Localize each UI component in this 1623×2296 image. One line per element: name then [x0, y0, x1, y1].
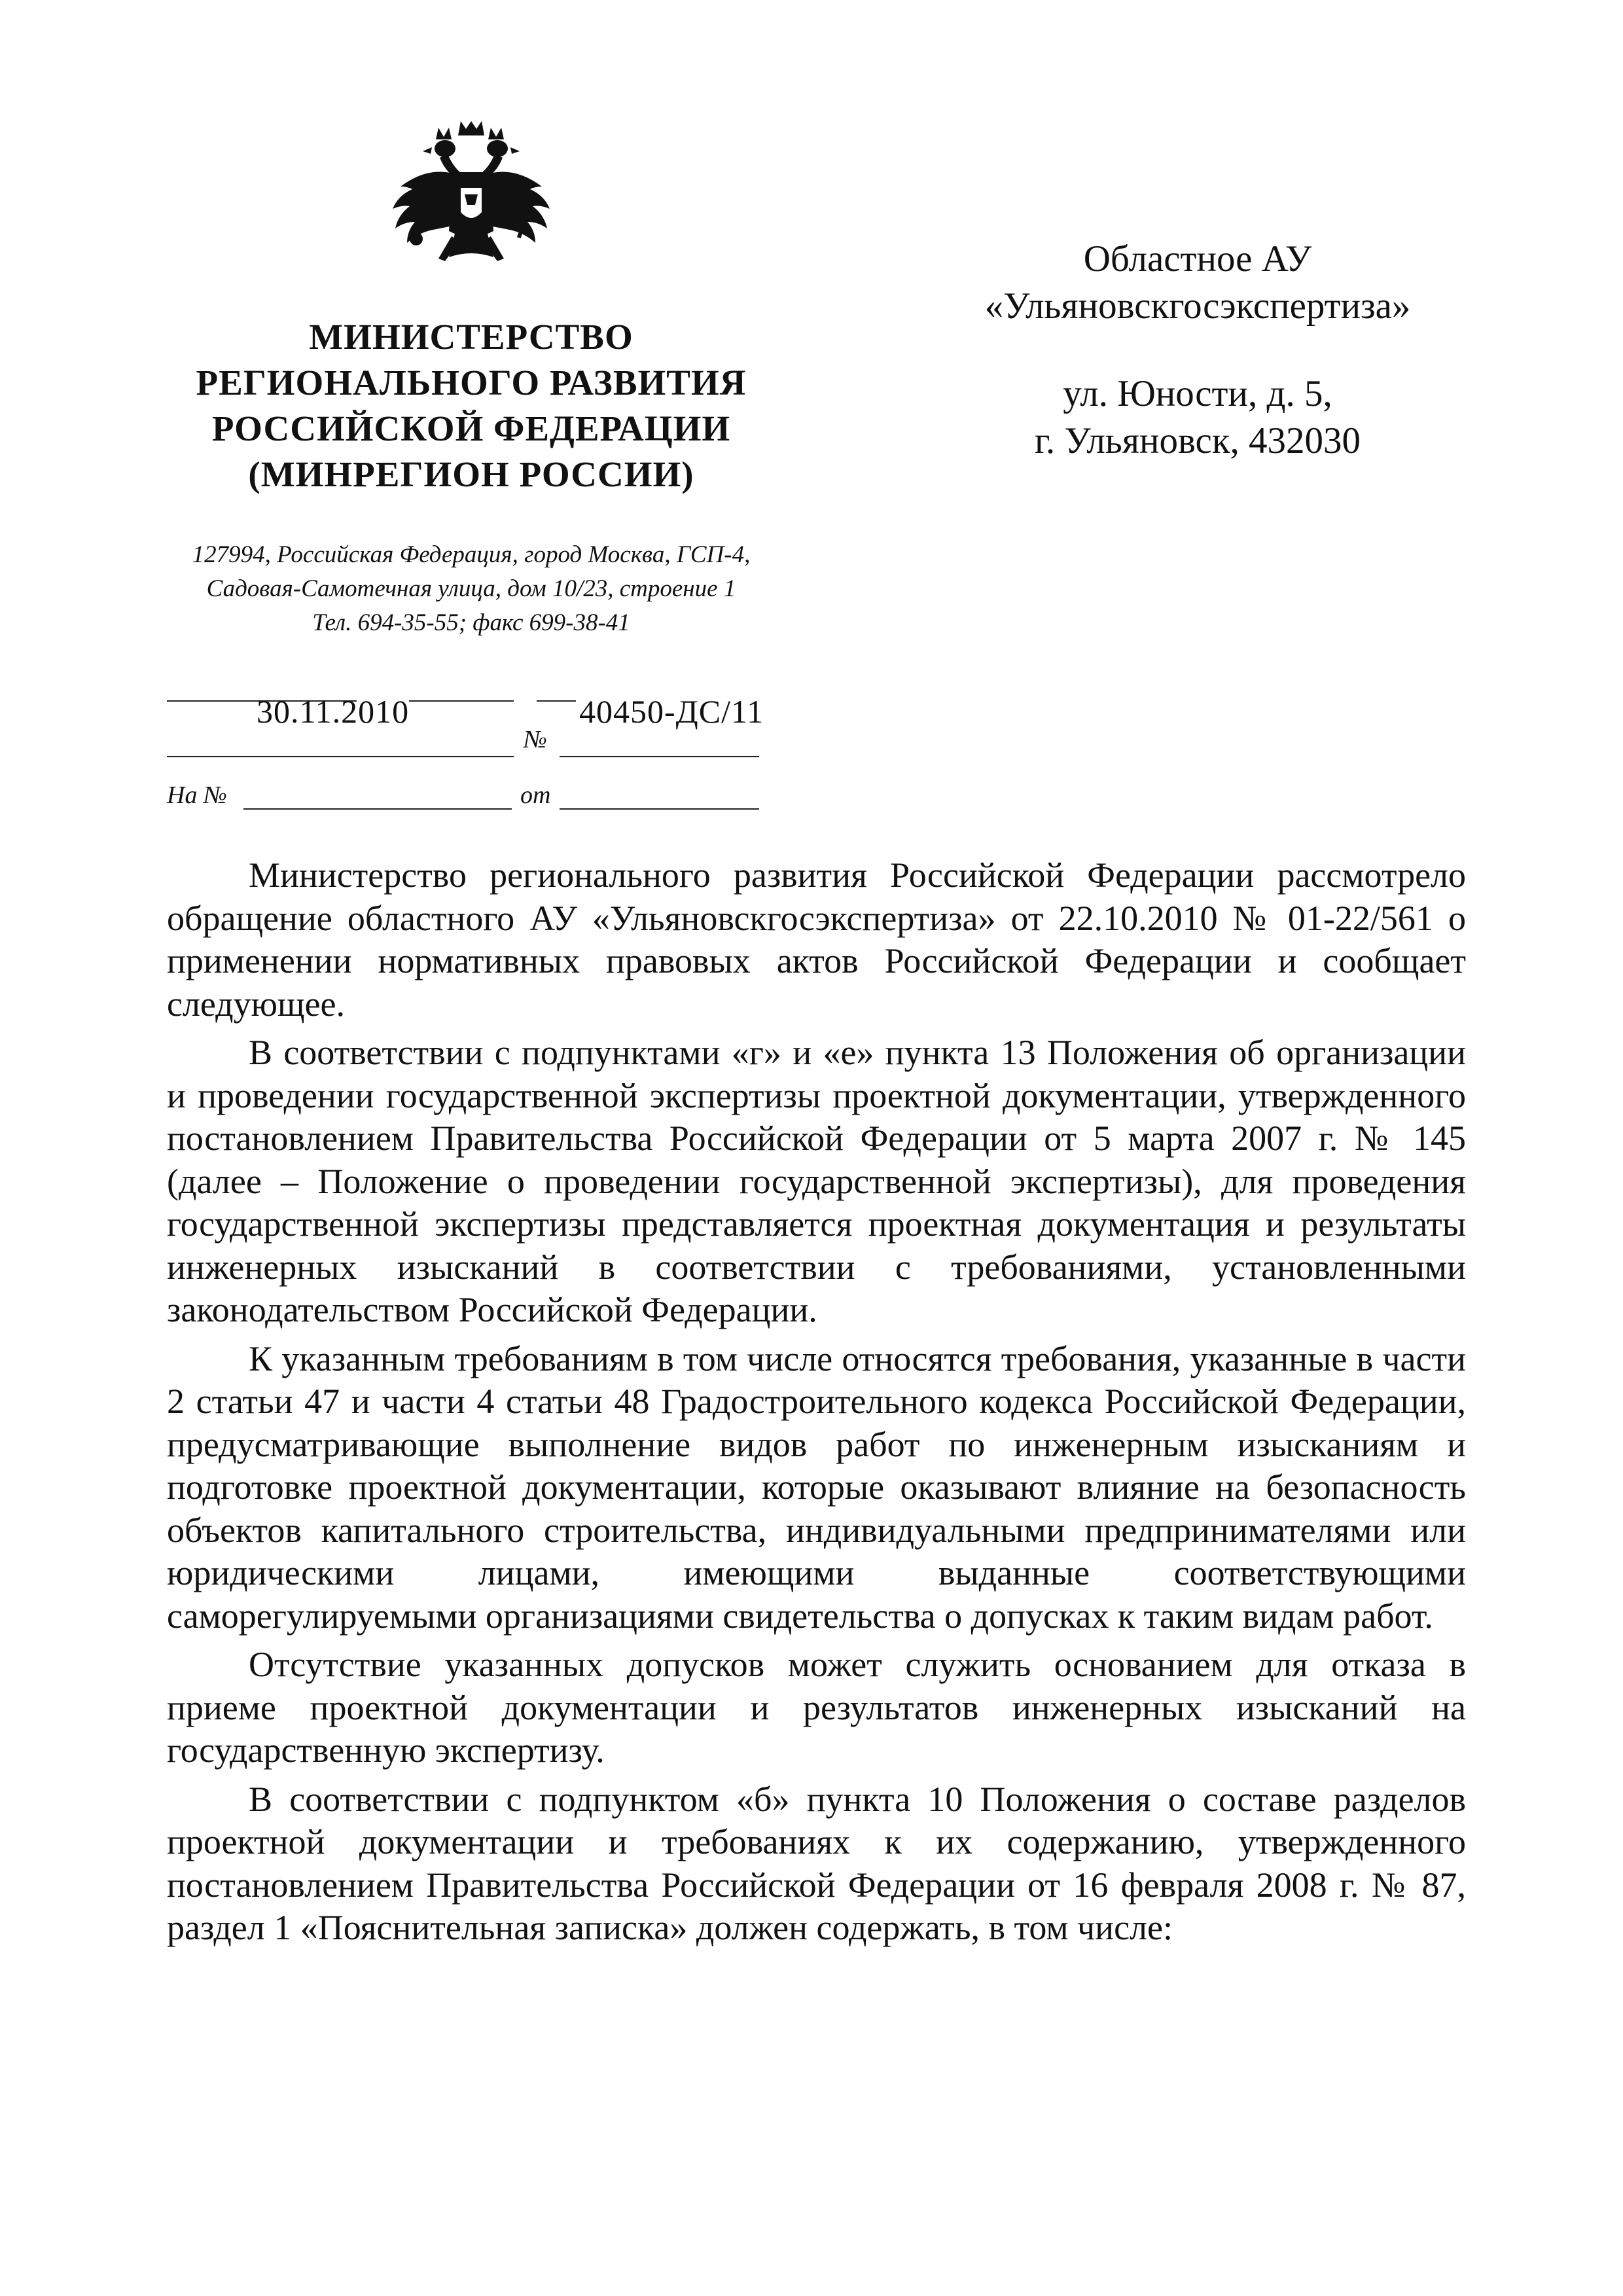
- ministry-name-line-4: (МИНРЕГИОН РОССИИ): [248, 454, 694, 494]
- reply-date-underline: [560, 808, 759, 810]
- date-underline: [167, 756, 514, 757]
- ministry-address-line-1: 127994, Российская Федерация, город Москва, ГСП-4,: [192, 541, 751, 568]
- recipient-address-line-1: ул. Юности, д. 5,: [1063, 373, 1332, 414]
- ministry-address-block: [131, 538, 812, 640]
- ministry-name-line-2: РЕГИОНАЛЬНОГО РАЗВИТИЯ: [196, 363, 747, 403]
- number-overline: [537, 700, 576, 702]
- date-overline-right: [409, 700, 514, 702]
- ministry-name-block: [131, 314, 812, 497]
- body-paragraph-2: В соответствии с подпунктами «г» и «е» пункта 13 Положения об организации и проведении государственной экспертизы проектной документации, утвержденного постановлением Правительства Российской Федерации от 5 марта 2007 г. № 145 (далее – Положение о проведении государственной экспертизы), для проведения государственной экспертизы представляется проектная документация и результаты инженерных изысканий в соответствии с требованиями, установленными законодательством Российской Федерации.: [167, 1033, 1466, 1329]
- registration-number: 40450-ДС/11: [579, 693, 764, 730]
- letter-body: [167, 854, 1466, 1956]
- reply-number-underline: [243, 808, 512, 810]
- double-headed-eagle-emblem-icon: [393, 121, 550, 285]
- reply-from-label: от: [520, 781, 551, 809]
- body-paragraph-5: В соответствии с подпунктом «б» пункта 10 Положения о составе разделов проектной документации и требованиях к их содержанию, утвержденного постановлением Правительства Российской Федерации от 16 февраля 2008 г. № 87, раздел 1 «Пояснительная записка» должен содержать, в том числе:: [167, 1779, 1466, 1947]
- number-underline: [560, 756, 759, 757]
- ministry-name-line-1: МИНИСТЕРСТВО: [309, 317, 633, 357]
- recipient-org-line-1: Областное АУ: [1083, 238, 1312, 279]
- recipient-block: [903, 236, 1492, 465]
- ministry-address-line-2: Садовая-Самотечная улица, дом 10/23, строение 1: [206, 575, 736, 602]
- recipient-address-line-2: г. Ульяновск, 432030: [1034, 420, 1361, 461]
- reply-number-label: На №: [167, 781, 227, 809]
- ministry-name-line-3: РОССИЙСКОЙ ФЕДЕРАЦИИ: [211, 408, 731, 448]
- body-paragraph-3: К указанным требованиям в том числе относятся требования, указанные в части 2 статьи 47 и части 4 статьи 48 Градостроительного кодекса Российской Федерации, предусматривающие выполнение видов работ по инженерным изысканиям и подготовке проектной документации, которые оказывают влияние на безопасность объектов капитального строительства, индивидуальными предпринимателями или юридическими лицами, имеющими выданные соответствующими саморегулируемыми организациями свидетельства о допусках к таким видам работ.: [167, 1338, 1466, 1636]
- registration-date: 30.11.2010: [257, 693, 410, 730]
- recipient-org-line-2: «Ульяновскгосэкспертиза»: [984, 285, 1411, 327]
- body-paragraph-1: Министерство регионального развития Российской Федерации рассмотрело обращение областного АУ «Ульяновскгосэкспертиза» от 22.10.2010 № 01-22/561 о применении нормативных правовых актов Российской Федерации и сообщает следующее.: [167, 855, 1466, 1024]
- body-paragraph-4: Отсутствие указанных допусков может служить основанием для отказа в приеме проектной документации и результатов инженерных изысканий на государственную экспертизу.: [167, 1645, 1466, 1770]
- number-label: №: [524, 726, 547, 753]
- ministry-address-line-3: Тел. 694-35-55; факс 699-38-41: [312, 609, 630, 636]
